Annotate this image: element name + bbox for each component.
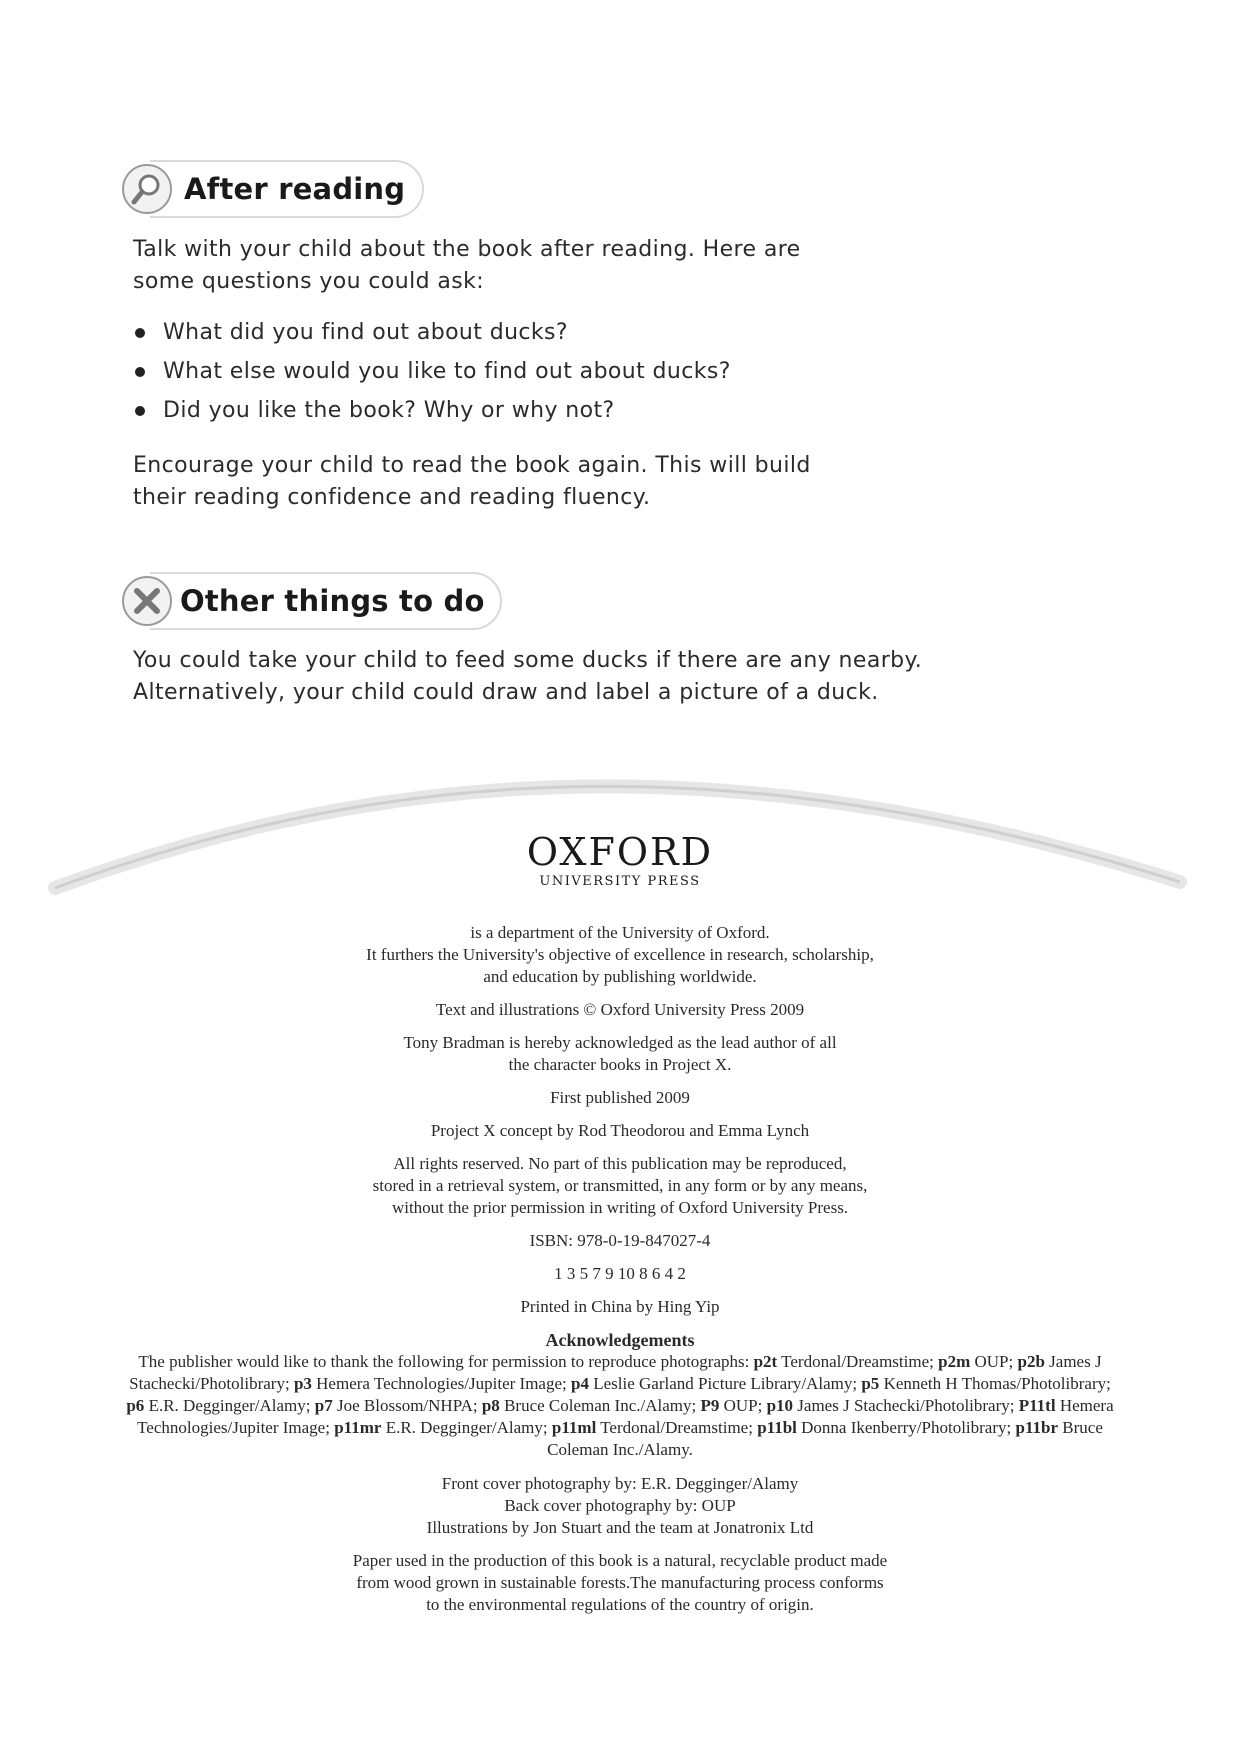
print-line: 1 3 5 7 9 10 8 6 4 2 bbox=[554, 1264, 686, 1283]
ack-credit: p3 Hemera Technologies/Jupiter Image; bbox=[293, 1374, 571, 1393]
printed: Printed in China by Hing Yip bbox=[520, 1297, 720, 1316]
after-reading-outro: Encourage your child to read the book again. This will build their reading confidence and reading fluency. bbox=[133, 453, 811, 510]
project-x-icon bbox=[122, 576, 172, 626]
ack-credit: p11mr E.R. Degginger/Alamy; bbox=[334, 1418, 552, 1437]
list-item: What did you find out about ducks? bbox=[133, 317, 731, 356]
other-things-text: You could take your child to feed some ducks if there are any nearby. Alternatively, your child could draw and label a picture of a duck. bbox=[133, 648, 923, 705]
other-things-tab bbox=[150, 572, 502, 630]
ack-credit: P9 OUP; bbox=[700, 1396, 767, 1415]
isbn: ISBN: 978-0-19-847027-4 bbox=[529, 1231, 711, 1250]
list-item: What else would you like to find out about ducks? bbox=[133, 356, 731, 395]
after-reading-intro: Talk with your child about the book after reading. Here are some questions you could ask: bbox=[133, 237, 801, 294]
question-list bbox=[133, 317, 731, 434]
ack-credit: P11tl Hemera Technologies/Jupiter Image; bbox=[137, 1396, 1114, 1437]
author-note: Tony Bradman is hereby acknowledged as the lead author of all the character books in Project X. bbox=[403, 1033, 837, 1074]
ack-credit: p2b James J Stachecki/Photolibrary; bbox=[129, 1352, 1102, 1393]
rights: All rights reserved. No part of this publication may be reproduced, stored in a retrieval system, or transmitted, in any form or by any means, without the prior permission in writing of Oxford University Press. bbox=[372, 1154, 868, 1217]
list-item: Did you like the book? Why or why not? bbox=[133, 395, 731, 434]
ack-credit: p10 James J Stachecki/Photolibrary; bbox=[766, 1396, 1019, 1415]
ack-credit: p2t Terdonal/Dreamstime; bbox=[753, 1352, 939, 1371]
ack-credit: p7 Joe Blossom/NHPA; bbox=[314, 1396, 482, 1415]
ack-credit: p4 Leslie Garland Picture Library/Alamy; bbox=[570, 1374, 862, 1393]
magnifying-glass-icon bbox=[122, 164, 172, 214]
ack-credit: p11br Bruce Coleman Inc./Alamy. bbox=[547, 1418, 1103, 1459]
imprint bbox=[0, 922, 1240, 1627]
oxford-logo bbox=[520, 832, 720, 889]
other-things-title: Other things to do bbox=[180, 584, 485, 618]
ack-credit: p2m OUP; bbox=[938, 1352, 1018, 1371]
concept: Project X concept by Rod Theodorou and Emma Lynch bbox=[430, 1121, 810, 1140]
logo-sub: UNIVERSITY PRESS bbox=[539, 874, 701, 889]
ack-credit: p11bl Donna Ikenberry/Photolibrary; bbox=[757, 1418, 1016, 1437]
ack-credit: p11ml Terdonal/Dreamstime; bbox=[551, 1418, 758, 1437]
acknowledgements-text: The publisher would like to thank the following for permission to reproduce photographs: p2t Terdonal/Dreamstime; p2m OUP; p2b James J Stachecki/Photolibrary; p3 Hemera Technologies/Jupiter Image; p4 Leslie Garland Picture Library/Alamy; p5 Kenneth H Thomas/Photolibrary; p6 E.R. Degginger/Alamy; p7 Joe Blossom/NHPA; p8 Bruce Coleman Inc./Alamy; P9 OUP; p10 James J Stachecki/Photolibrary; P11tl Hemera Technologies/Jupiter Image; p11mr E.R. Degginger/Alamy; p11ml Terdonal/Dreamstime; p11bl Donna Ikenberry/Photolibrary; p11br Bruce Coleman Inc./Alamy. bbox=[126, 1352, 1114, 1459]
dept-text: is a department of the University of Oxford. It furthers the University's objective of excellence in research, scholarship, and education by publishing worldwide. bbox=[366, 923, 874, 986]
ack-credit: p8 Bruce Coleman Inc./Alamy; bbox=[481, 1396, 701, 1415]
first-published: First published 2009 bbox=[550, 1088, 690, 1107]
after-reading-tab bbox=[150, 160, 424, 218]
copyright: Text and illustrations © Oxford University Press 2009 bbox=[435, 1000, 805, 1019]
paper-note: Paper used in the production of this book is a natural, recyclable product made from wood grown in sustainable forests.The manufacturing process conforms to the environmental regulations of the country of origin. bbox=[352, 1551, 888, 1614]
ack-credit: p5 Kenneth H Thomas/Photolibrary; bbox=[861, 1374, 1111, 1393]
ack-credit: p6 E.R. Degginger/Alamy; bbox=[126, 1396, 315, 1415]
acknowledgements-title: Acknowledgements bbox=[545, 1330, 695, 1350]
photo-credits: Front cover photography by: E.R. Degginger/Alamy Back cover photography by: OUP Illustrations by Jon Stuart and the team at Jonatronix Ltd bbox=[426, 1474, 814, 1537]
logo-main: OXFORD bbox=[526, 830, 714, 874]
after-reading-title: After reading bbox=[184, 172, 406, 206]
